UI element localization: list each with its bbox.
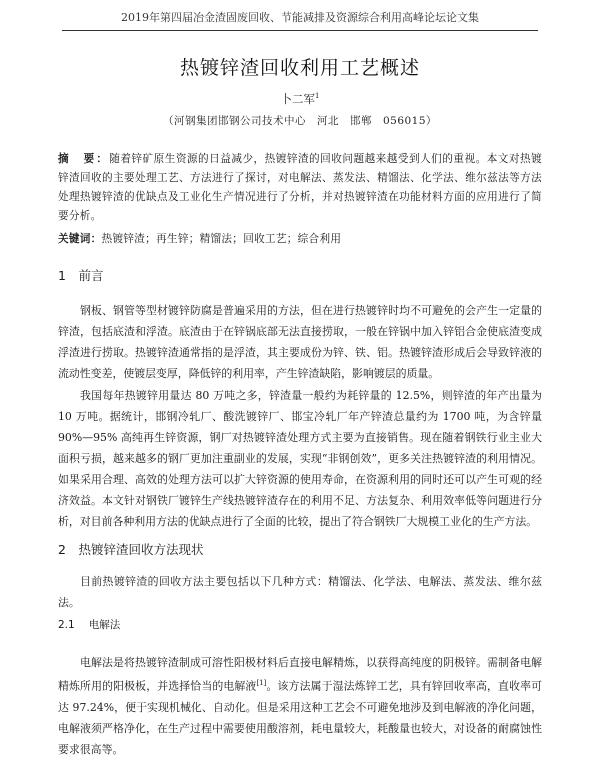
subsection-title: 电解法 — [88, 619, 121, 631]
paragraph-2: 我国每年热镀锌用量达 80 万吨之多，锌渣量一般约为耗锌量的 12.5%，则锌渣的年产出量为 10 万吨。据统计，邯钢冷轧厂、酸洗镀锌厂、邯宝冷轧厂年产锌渣总量约为 1700 吨，为含锌量 90%—95% 高纯再生锌资源，钢厂对热镀锌渣处理方式主要为直接销售。现在随着钢铁行业主业大面积亏损，越来越多的钢厂更加注重副业的发展，实现“非钢创效”，更多关注热镀锌渣的利用情况。如果采用合理、高效的处理方法可以扩大锌资源的使用寿命，在资源利用的同时还可以产生可观的经济效益。本文针对钢铁厂镀锌生产线热镀锌渣存在的利用不足、方法复杂、利用效率低等问题进行分析，对目前各种利用方法的优缺点进行了全面的比较，提出了符合钢铁厂大规模工业化的生产方法。 — [58, 389, 542, 528]
paragraph-4 — [58, 652, 542, 760]
abstract-label: 摘 要： — [58, 153, 110, 165]
abstract — [58, 150, 542, 226]
subsection-2-1-heading — [58, 617, 120, 632]
paragraph-4-text-a: 电解法是将热镀锌渣制成可溶性阳极材料后直接电解精炼，以获得高纯度的阴极锌。需制备电解精炼所用的阳极板，并选择恰当的电解液 — [58, 656, 542, 693]
affiliation: （河钢集团邯钢公司技术中心 河北 邯郸 056015） — [162, 115, 438, 127]
abstract-text: 随着锌矿原生资源的日益减少，热镀锌渣的回收问题越来越受到人们的重视。本文对热镀锌渣回收的主要处理工艺、方法进行了探讨，对电解法、蒸发法、精馏法、化学法、维尔兹法等方法处理热镀锌渣的优缺点及工业化生产情况进行了分析，并对热镀锌渣在功能材料方面的应用进行了简要分析。 — [58, 153, 543, 222]
section-1-heading: 1 前言 — [58, 268, 104, 283]
keywords-label: 关键词： — [58, 233, 102, 245]
author-line — [0, 91, 600, 107]
keywords-text: 热镀锌渣；再生锌；精馏法；回收工艺；综合利用 — [101, 233, 342, 245]
paper-title: 热镀锌渣回收利用工艺概述 — [179, 57, 420, 79]
keywords — [58, 230, 542, 249]
subsection-number: 2.1 — [58, 619, 75, 631]
author-name: 卜二军 — [280, 92, 316, 106]
citation-ref[interactable]: [1] — [256, 679, 267, 687]
author-affiliation-mark: 1 — [315, 92, 320, 101]
paragraph-3: 目前热镀锌渣的回收方法主要包括以下几种方式：精馏法、化学法、电解法、蒸发法、维尔兹法。 — [58, 575, 542, 609]
paragraph-4-text-b: 。该方法属于湿法炼锌工艺，具有锌回收率高，直收率可达 97.24%，便于实现机械化、自动化。但是采用这种工艺会不可避免地涉及到电解液的净化问题，电解液须严格净化，在生产过程中需要使用酸溶剂，耗电量较大，耗酸量也较大，对设备的耐腐蚀性要求很高等。 — [58, 679, 542, 756]
paragraph-1: 钢板、钢管等型材镀锌防腐是普遍采用的方法，但在进行热镀锌时均不可避免的会产生一定量的锌渣，包括底渣和浮渣。底渣由于在锌锅底部无法直接捞取，一般在锌锅中加入锌铝合金使底渣变成浮渣进行捞取。热镀锌渣通常指的是浮渣，其主要成份为锌、铁、铝。热镀锌渣形成后会导致锌液的流动性变差，使镀层变厚，降低锌的利用率，产生锌渣缺陷，影响镀层的质量。 — [58, 304, 542, 380]
section-2-heading: 2 热镀锌渣回收方法现状 — [58, 542, 204, 557]
running-header: 2019年第四届冶金渣固废回收、节能减排及资源综合利用高峰论坛论文集 — [62, 9, 538, 31]
